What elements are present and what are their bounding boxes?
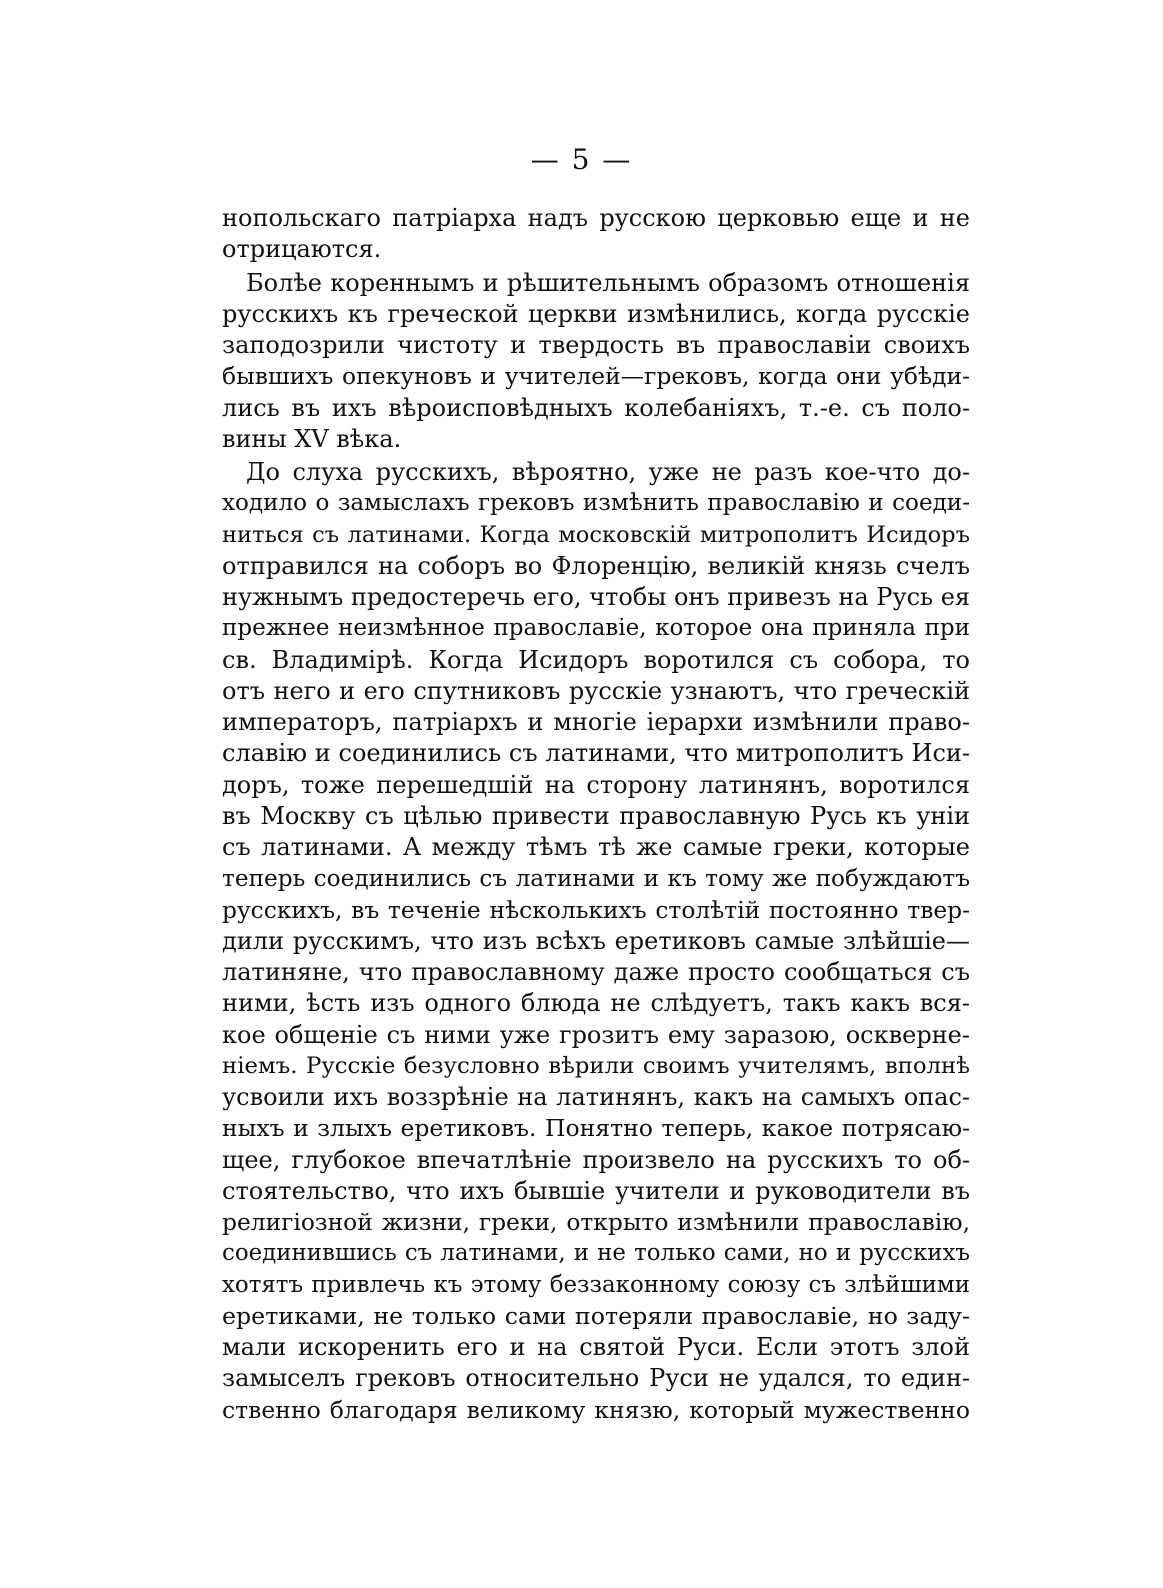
text-line: отъ него и его спутниковъ русскіе узнаютъ, что греческій <box>222 676 970 705</box>
text-line: Болѣе кореннымъ и рѣшительнымъ образомъ отношенія <box>246 268 970 297</box>
text-line: вины XV вѣка. <box>222 424 402 453</box>
text-line: соединившись съ латинами, и не только сами, но и русскихъ <box>222 1240 970 1267</box>
text-line: нужнымъ предостеречь его, чтобы онъ привезъ на Русь ея <box>222 583 971 611</box>
text-line: щее, глубокое впечатлѣніе произвело на русскихъ то об- <box>222 1145 970 1174</box>
text-line: дили русскимъ, что изъ всѣхъ еретиковъ самые злѣйшіе— <box>222 926 970 955</box>
text-line: усвоили ихъ воззрѣніе на латинянъ, какъ на самыхъ опас- <box>222 1083 970 1111</box>
text-line: ниться съ латинами. Когда московскій митрополитъ Исидоръ <box>222 521 970 548</box>
text-line: доръ, тоже перешедшій на сторону латинянъ, воротился <box>222 770 970 799</box>
text-line: замыселъ грековъ относительно Руси не удался, то един- <box>222 1364 970 1393</box>
text-line: нопольскаго патріарха надъ русскою церковью еще и не <box>222 204 970 232</box>
page-number: — 5 — <box>530 143 633 176</box>
text-line: русскихъ къ греческой церкви измѣнились, когда русскіе <box>222 299 970 328</box>
text-line: отрицаются. <box>222 235 382 264</box>
text-line: прежнее неизмѣнное православіе, которое она приняла при <box>222 615 970 642</box>
body-text <box>222 203 970 1426</box>
text-line: въ Москву съ цѣлью привести православную Русь къ уніи <box>222 801 970 830</box>
text-line: ними, ѣсть изъ одного блюда не слѣдуетъ, такъ какъ вся- <box>222 989 970 1018</box>
text-line: еретиками, не только сами потеряли православіе, но заду- <box>222 1301 970 1330</box>
text-line: лись въ ихъ вѣроисповѣдныхъ колебаніяхъ, т.-е. съ поло- <box>222 393 970 422</box>
text-line: заподозрили чистоту и твердость въ православіи своихъ <box>222 331 970 359</box>
text-line: хотятъ привлечь къ этому беззаконному союзу съ злѣйшими <box>222 1271 970 1298</box>
text-line: стоятельство, что ихъ бывшіе учители и руководители въ <box>222 1176 970 1205</box>
text-line: ныхъ и злыхъ еретиковъ. Понятно теперь, какое потрясаю- <box>222 1114 970 1143</box>
text-line: отправился на соборъ во Флоренцію, великій князь счелъ <box>222 551 970 580</box>
paragraph <box>222 268 970 456</box>
text-line: мали искоренить его и на святой Руси. Если этотъ злой <box>222 1333 970 1361</box>
text-line: ніемъ. Русскіе безусловно вѣрили своимъ учителямъ, вполнѣ <box>222 1052 970 1079</box>
text-line: съ латинами. А между тѣмъ тѣ же самые греки, которые <box>222 833 970 861</box>
text-line: теперь соединились съ латинами и къ тому же побуждаютъ <box>222 865 970 893</box>
text-line: До слуха русскихъ, вѣроятно, уже не разъ кое-что до- <box>246 458 970 486</box>
text-line: религіозной жизни, греки, открыто измѣнили православію, <box>222 1208 970 1236</box>
text-line: бывшихъ опекуновъ и учителей—грековъ, когда они убѣди- <box>222 362 970 391</box>
text-line: императоръ, патріархъ и многіе іерархи измѣнили право- <box>222 708 970 736</box>
paragraph <box>222 203 970 266</box>
text-line: ственно благодаря великому князю, который мужественно <box>222 1395 970 1424</box>
text-line: ходило о замыслахъ грековъ измѣнить православію и соеди- <box>222 490 970 517</box>
text-line: русскихъ, въ теченіе нѣсколькихъ столѣтій постоянно твер- <box>222 895 970 924</box>
text-line: славію и соединились съ латинами, что митрополитъ Иси- <box>222 739 970 768</box>
text-line: латиняне, что православному даже просто сообщаться съ <box>222 958 970 986</box>
text-line: св. Владимірѣ. Когда Исидоръ воротился съ собора, то <box>222 645 970 674</box>
text-line: кое общеніе съ ними уже грозитъ ему заразою, оскверне- <box>222 1020 970 1049</box>
paragraph <box>222 457 970 1426</box>
